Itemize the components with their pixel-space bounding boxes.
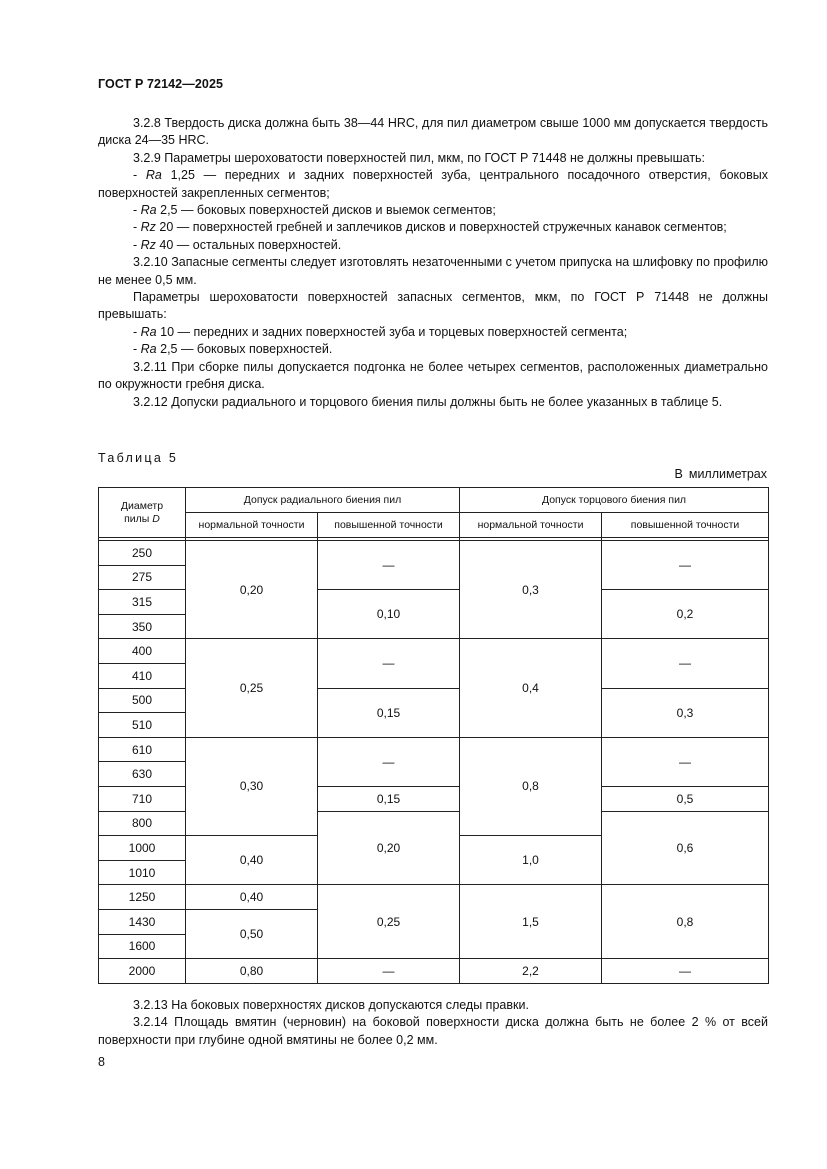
- header-diameter-line2: пилы: [124, 512, 150, 525]
- units-prefix: В: [674, 467, 683, 481]
- tolerance-table: [98, 487, 769, 984]
- axial-high-cell: —: [602, 737, 769, 786]
- list-item-text: 2,5 — боковых поверхностей.: [156, 342, 333, 357]
- diameter-cell: 710: [99, 786, 186, 811]
- header-radial-high: повышенной точности: [318, 513, 460, 538]
- axial-normal-cell: 0,8: [460, 737, 602, 835]
- axial-normal-cell: 1,0: [460, 836, 602, 885]
- radial-high-cell: 0,15: [318, 688, 460, 737]
- diameter-cell: 315: [99, 590, 186, 615]
- radial-normal-cell: 0,40: [186, 885, 318, 910]
- list-item-ra25-b: [98, 341, 768, 358]
- diameter-cell: 800: [99, 811, 186, 836]
- paragraph-3-2-11: 3.2.11 При сборке пилы допускается подгонка не более четырех сегментов, расположенных диаметрально по окружности гребня диска.: [98, 359, 768, 392]
- axial-high-cell: 0,3: [602, 688, 769, 737]
- axial-normal-cell: 2,2: [460, 959, 602, 984]
- radial-high-cell: 0,20: [318, 811, 460, 885]
- diameter-cell: 250: [99, 541, 186, 566]
- ra-symbol: Ra: [140, 203, 157, 218]
- paragraph-3-2-12: 3.2.12 Допуски радиального и торцового биения пилы должны быть не более указанных в таблице 5.: [133, 394, 723, 409]
- list-item-text: 40 — остальных поверхностей.: [155, 237, 342, 252]
- paragraph-3-2-10: 3.2.10 Запасные сегменты следует изготовлять незаточенными с учетом припуска на шлифовку по профилю не менее 0,5 мм.: [98, 255, 768, 287]
- axial-high-cell: 0,6: [602, 811, 769, 885]
- diameter-symbol: D: [152, 512, 160, 525]
- header-diameter-line1: Диаметр: [120, 499, 164, 512]
- main-text: [98, 115, 768, 411]
- diameter-cell: 510: [99, 713, 186, 738]
- list-dash: -: [133, 220, 138, 235]
- ra-symbol: Ra: [140, 324, 157, 339]
- radial-normal-cell: 0,80: [186, 959, 318, 984]
- axial-high-cell: —: [602, 541, 769, 590]
- list-dash: -: [133, 203, 138, 218]
- radial-high-cell: —: [318, 959, 460, 984]
- list-item-text: 20 — поверхностей гребней и заплечиков дисков и поверхностей стружечных канавок сегментов;: [155, 220, 727, 235]
- table-caption: Таблица 5: [98, 451, 179, 465]
- radial-high-cell: —: [318, 639, 460, 688]
- radial-high-cell: 0,25: [318, 885, 460, 959]
- axial-high-cell: 0,2: [602, 590, 769, 639]
- radial-high-cell: 0,15: [318, 786, 460, 811]
- diameter-cell: 1430: [99, 909, 186, 934]
- diameter-cell: 1250: [99, 885, 186, 910]
- header-axial-high: повышенной точности: [602, 513, 769, 538]
- radial-high-cell: —: [318, 541, 460, 590]
- header-diameter: [99, 488, 186, 538]
- axial-normal-cell: 1,5: [460, 885, 602, 959]
- list-item-text: 2,5 — боковых поверхностей дисков и выемок сегментов;: [156, 203, 496, 218]
- diameter-cell: 275: [99, 565, 186, 590]
- diameter-cell: 630: [99, 762, 186, 787]
- units-label: миллиметрах: [688, 467, 767, 481]
- axial-normal-cell: 0,3: [460, 541, 602, 639]
- list-item-ra10: [98, 324, 768, 341]
- list-item-ra25: [98, 202, 768, 219]
- radial-normal-cell: 0,40: [186, 836, 318, 885]
- diameter-cell: 350: [99, 614, 186, 639]
- radial-normal-cell: 0,20: [186, 541, 318, 639]
- header-radial: Допуск радиального биения пил: [186, 488, 460, 513]
- axial-high-cell: —: [602, 639, 769, 688]
- paragraph-3-2-9: 3.2.9 Параметры шероховатости поверхностей пил, мкм, по ГОСТ Р 71448 не должны превышать:: [133, 150, 706, 165]
- header-axial: Допуск торцового биения пил: [460, 488, 769, 513]
- list-dash: -: [133, 237, 138, 252]
- radial-normal-cell: 0,30: [186, 737, 318, 835]
- diameter-cell: 1010: [99, 860, 186, 885]
- axial-high-cell: —: [602, 959, 769, 984]
- radial-normal-cell: 0,25: [186, 639, 318, 737]
- diameter-cell: 610: [99, 737, 186, 762]
- diameter-cell: 1600: [99, 934, 186, 959]
- header-axial-normal: нормальной точности: [460, 513, 602, 538]
- rz-symbol: Rz: [140, 220, 156, 235]
- page-number: 8: [98, 1055, 105, 1069]
- radial-high-cell: 0,10: [318, 590, 460, 639]
- list-item-rz40: [98, 237, 768, 254]
- paragraph-3-2-14: 3.2.14 Площадь вмятин (черновин) на боковой поверхности диска должна быть не более 2 % от всей поверхности при глубине одной вмятины не более 0,2 мм.: [98, 1015, 768, 1047]
- list-dash: -: [133, 324, 138, 339]
- diameter-cell: 1000: [99, 836, 186, 861]
- list-item-ra125: [98, 167, 768, 202]
- table-units: [675, 467, 768, 481]
- diameter-cell: 2000: [99, 959, 186, 984]
- header-radial-normal: нормальной точности: [186, 513, 318, 538]
- document-header: ГОСТ Р 72142—2025: [98, 77, 224, 91]
- list-dash: -: [133, 168, 138, 183]
- paragraph-3-2-10-b: Параметры шероховатости поверхностей запасных сегментов, мкм, по ГОСТ Р 71448 не должны превышать:: [98, 290, 768, 322]
- paragraph-3-2-13: 3.2.13 На боковых поверхностях дисков допускаются следы правки.: [133, 998, 529, 1012]
- bottom-text: [98, 997, 768, 1049]
- ra-symbol: Ra: [140, 342, 157, 357]
- list-dash: -: [133, 342, 138, 357]
- list-item-text: 1,25 — передних и задних поверхностей зуба, центрального посадочного отверстия, боковых поверхностей закрепленных сегментов;: [98, 168, 768, 200]
- diameter-cell: 410: [99, 663, 186, 688]
- diameter-cell: 400: [99, 639, 186, 664]
- ra-symbol: Ra: [145, 168, 162, 183]
- axial-high-cell: 0,5: [602, 786, 769, 811]
- radial-normal-cell: 0,50: [186, 909, 318, 958]
- radial-high-cell: —: [318, 737, 460, 786]
- axial-normal-cell: 0,4: [460, 639, 602, 737]
- list-item-rz20: [98, 219, 768, 236]
- diameter-cell: 500: [99, 688, 186, 713]
- rz-symbol: Rz: [140, 237, 156, 252]
- paragraph-3-2-8: 3.2.8 Твердость диска должна быть 38—44 HRC, для пил диаметром свыше 1000 мм допускается твердость диска 24—35 HRC.: [98, 116, 768, 148]
- axial-high-cell: 0,8: [602, 885, 769, 959]
- list-item-text: 10 — передних и задних поверхностей зуба и торцевых поверхностей сегмента;: [156, 324, 628, 339]
